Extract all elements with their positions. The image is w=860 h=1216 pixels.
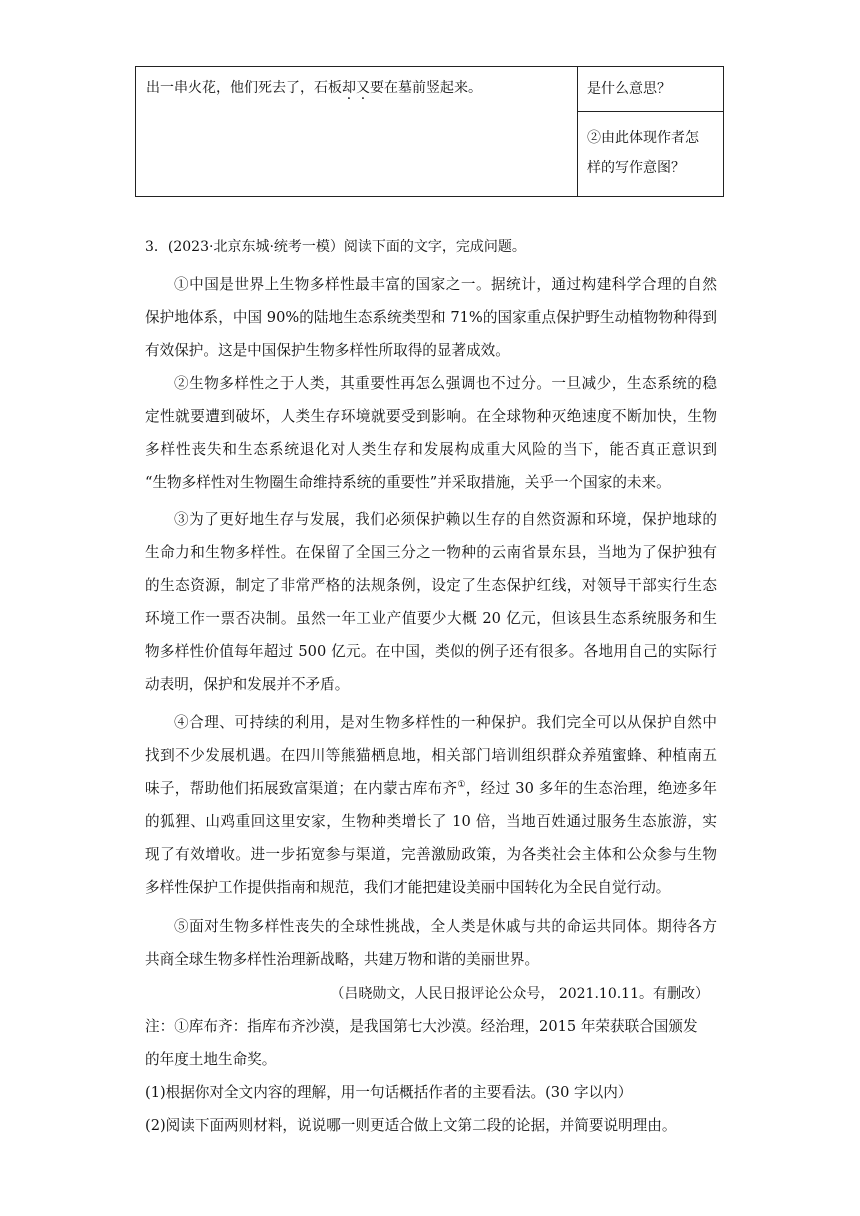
table-left-cell — [136, 67, 578, 196]
footnote-marker: ① — [457, 780, 466, 791]
footnote-line: 注：①库布齐：指库布齐沙漠，是我国第七大沙漠。经治理，2015 年荣获联合国颁发 — [145, 1018, 698, 1035]
paragraph-line: ③为了更好地生存与发展，我们必须保护赖以生存的自然资源和环境，保护地球的 — [174, 511, 717, 528]
table-right-text-2-line2: 样的写作意图？ — [587, 160, 685, 176]
paragraph-line: 物多样性价值每年超过 500 亿元。在中国，类似的例子还有很多。各地用自己的实际行 — [145, 643, 717, 660]
question-heading: 3．(2023·北京东城·统考一模）阅读下面的文字，完成问题。 — [145, 239, 526, 255]
table-left-text-a: 出一串火花，他们死去了，石板 — [146, 80, 342, 96]
paragraph-line: 的生态资源，制定了非常严格的法规条例，设定了生态保护红线，对领导干部实行生态 — [145, 577, 717, 594]
paragraph-3 — [145, 503, 717, 701]
paragraph-line-part: ，经过 30 多年的生态治理，绝迹多年 — [465, 780, 717, 797]
paragraph-line: 的狐狸、山鸡重回这里安家，生物种类增长了 10 倍，当地百姓通过服务生态旅游，实 — [145, 813, 717, 830]
paragraph-line-part: 味子，帮助他们拓展致富渠道；在内蒙古库布齐 — [145, 780, 458, 797]
paragraph-line: ②生物多样性之于人类，其重要性再怎么强调也不过分。一旦减少，生态系统的稳 — [174, 375, 717, 392]
paragraph-4 — [145, 706, 717, 904]
footnote-line: 的年度土地生命奖。 — [145, 1051, 277, 1068]
table-right-text-2-line1: ②由此体现作者怎 — [587, 130, 699, 146]
paragraph-line: 现了有效增收。进一步拓宽参与渠道，完善激励政策，为各类社会主体和公众参与生物 — [145, 846, 717, 863]
footnote-and-questions — [145, 1010, 717, 1142]
table-right-text-2 — [587, 123, 717, 183]
paragraph-line: 环境工作一票否决制。虽然一年工业产值要少大概 20 亿元，但该县生态系统服务和生 — [145, 610, 717, 627]
paragraph-line: 共商全球生物多样性治理新战略，共建万物和谐的美丽世界。 — [145, 951, 540, 968]
paragraph-line: 保护地体系，中国 90%的陆地生态系统类型和 71%的国家重点保护野生动植物物种得到 — [145, 309, 717, 326]
table-right-text-1: 是什么意思？ — [587, 81, 671, 97]
paragraph-5 — [145, 910, 717, 976]
paragraph-line: 定性就要遭到破坏，人类生存环境就要受到影响。在全球物种灭绝速度不断加快，生物 — [145, 408, 717, 425]
sub-question-1: (1)根据你对全文内容的理解，用一句话概括作者的主要看法。(30 字以内） — [145, 1084, 633, 1101]
paragraph-line: 找到不少发展机遇。在四川等熊猫栖息地，相关部门培训组织群众养殖蜜蜂、种植南五 — [145, 747, 717, 764]
paragraph-2 — [145, 367, 717, 499]
paragraph-line: 多样性丧失和生态系统退化对人类生存和发展构成重大风险的当下，能否真正意识到 — [145, 441, 717, 458]
table-right-cell-1 — [578, 67, 723, 112]
paragraph-line: ①中国是世界上生物多样性最丰富的国家之一。据统计，通过构建科学合理的自然 — [174, 276, 717, 293]
paragraph-line — [145, 772, 717, 805]
paragraph-line: 多样性保护工作提供指南和规范，我们才能把建设美丽中国转化为全民自觉行动。 — [145, 879, 671, 896]
source-citation: （吕晓勋文，人民日报评论公众号， 2021.10.11。有删改） — [330, 986, 709, 1002]
emphasis-char-you: 又 — [356, 80, 370, 96]
table-left-text-b: 要在墓前竖起来。 — [370, 80, 482, 96]
paragraph-line: ⑤面对生物多样性丧失的全球性挑战，全人类是休戚与共的命运共同体。期待各方 — [174, 918, 717, 935]
paragraph-line: ④合理、可持续的利用，是对生物多样性的一种保护。我们完全可以从保护自然中 — [174, 714, 717, 731]
question-table — [135, 66, 724, 197]
paragraph-line: 有效保护。这是中国保护生物多样性所取得的显著成效。 — [145, 342, 510, 359]
paragraph-line: “生物多样性对生物圈生命维持系统的重要性”并采取措施，关乎一个国家的未来。 — [145, 474, 671, 491]
table-left-text — [146, 78, 482, 98]
paragraph-line: 生命力和生物多样性。在保留了全国三分之一物种的云南省景东县，当地为了保护独有 — [145, 544, 717, 561]
table-right-cell-2 — [578, 112, 723, 196]
emphasis-char-que: 却 — [342, 80, 356, 96]
sub-question-2: (2)阅读下面两则材料，说说哪一则更适合做上文第二段的论据，并简要说明理由。 — [145, 1117, 677, 1134]
paragraph-line: 动表明，保护和发展并不矛盾。 — [145, 676, 350, 693]
paragraph-1 — [145, 268, 717, 367]
